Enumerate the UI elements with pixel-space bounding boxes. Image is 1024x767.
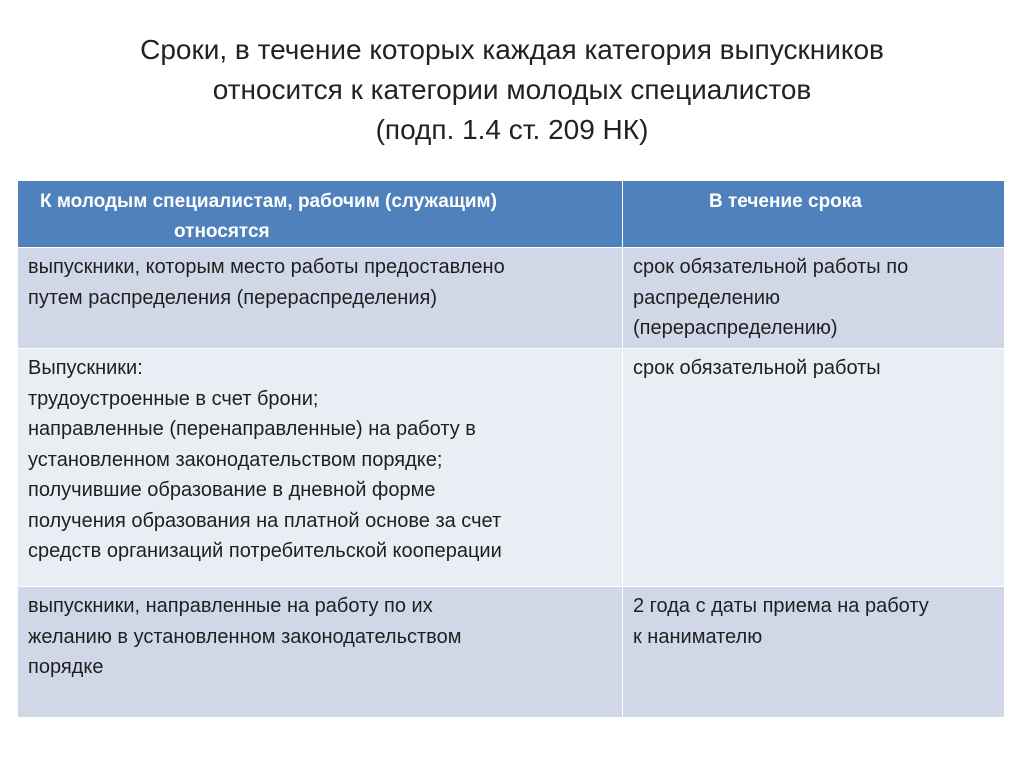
- cell-line: срок обязательной работы: [633, 357, 881, 379]
- title-line-1: Сроки, в течение которых каждая категория выпускников: [140, 34, 884, 65]
- table-row: [18, 248, 1005, 349]
- title-line-3: (подп. 1.4 ст. 209 НК): [375, 114, 649, 145]
- header-term: В течение срока: [623, 181, 1005, 248]
- cell-line: Выпускники:: [28, 357, 143, 379]
- cell-line: путем распределения (перераспределения): [28, 286, 437, 309]
- table-row: [18, 349, 1005, 587]
- cell-line: желанию в установленном законодательством: [28, 625, 462, 648]
- title-line-2: относится к категории молодых специалистов: [212, 74, 812, 105]
- cell-line: (перераспределению): [633, 317, 838, 339]
- cell-line: порядке: [28, 656, 104, 678]
- cell-line: выпускники, которым место работы предоставлено: [28, 256, 505, 278]
- category-cell: [18, 349, 623, 587]
- cell-line: срок обязательной работы по: [633, 256, 909, 278]
- category-cell: [18, 248, 623, 349]
- cell-line: трудоустроенные в счет брони;: [28, 387, 319, 410]
- terms-table: [17, 180, 1005, 718]
- cell-line: выпускники, направленные на работу по их: [28, 595, 433, 617]
- term-cell: [623, 248, 1005, 349]
- cell-line: распределению: [633, 286, 781, 309]
- cell-line: установленном законодательством порядке;: [28, 448, 443, 471]
- table-header-row: [18, 181, 1005, 248]
- cell-line: направленные (перенаправленные) на работу в: [28, 418, 476, 440]
- header-category: [18, 181, 623, 248]
- cell-line: получившие образование в дневной форме: [28, 479, 436, 501]
- cell-line: получения образования на платной основе за счет: [28, 509, 502, 532]
- page-title: [60, 30, 964, 150]
- table-row: [18, 587, 1005, 718]
- cell-line: к нанимателю: [633, 625, 763, 648]
- term-cell: [623, 349, 1005, 587]
- cell-line: 2 года с даты приема на работу: [633, 595, 929, 617]
- term-cell: [623, 587, 1005, 718]
- header-category-line-2: относятся: [174, 221, 270, 242]
- category-cell: [18, 587, 623, 718]
- cell-line: средств организаций потребительской кооперации: [28, 540, 502, 562]
- header-category-line-1: К молодым специалистам, рабочим (служащим): [40, 191, 497, 212]
